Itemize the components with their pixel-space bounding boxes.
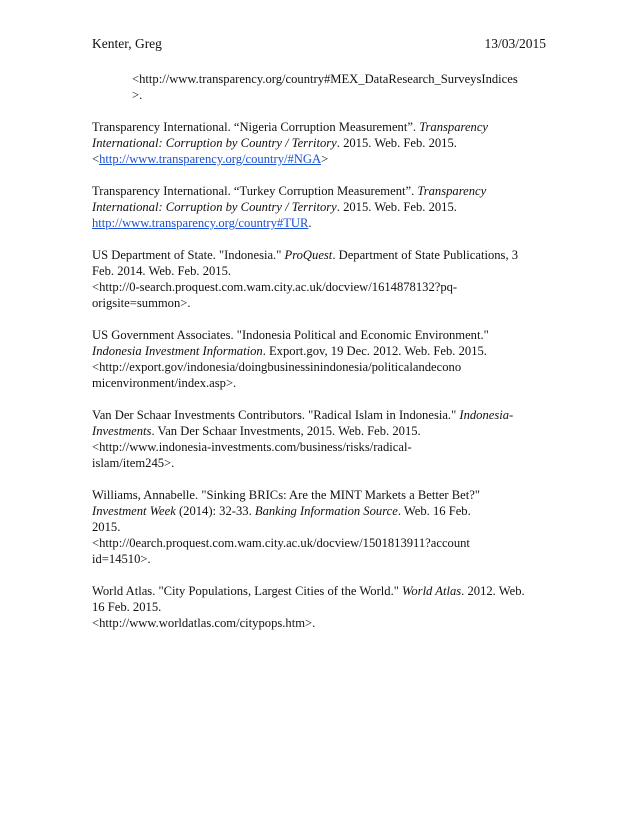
page-header: [92, 36, 546, 54]
citation-line: micenvironment/index.asp>.: [92, 376, 237, 390]
citation-link[interactable]: http://www.transparency.org/country#TUR: [92, 216, 309, 230]
citation-entry: [92, 407, 548, 471]
citation-entry: [92, 583, 548, 631]
citation-line: US Government Associates. "Indonesia Political and Economic Environment.": [92, 328, 489, 342]
citation-text: . Web. 16 Feb.: [397, 504, 471, 518]
citation-text: Transparency International. “Nigeria Corruption Measurement”.: [92, 120, 420, 134]
citation-text: Van Der Schaar Investments Contributors. "Radical Islam in Indonesia.": [92, 408, 460, 422]
citation-title: Indonesia-: [459, 408, 514, 422]
citation-line: <http://0earch.proquest.com.wam.city.ac.uk/docview/1501813911?account: [92, 536, 470, 550]
citation-continuation: [92, 71, 548, 103]
citation-text: (2014): 32-33.: [175, 504, 255, 518]
citation-title: Banking Information Source: [254, 504, 398, 518]
citation-title: International: Corruption by Country / Territory: [92, 200, 337, 214]
citation-title: Transparency: [419, 120, 489, 134]
citation-entry: [92, 183, 548, 231]
header-author: Kenter, Greg: [92, 36, 162, 51]
header-date: 13/03/2015: [484, 36, 546, 51]
citation-line: <http://export.gov/indonesia/doingbusinessinindonesia/politicalandecono: [92, 360, 462, 374]
citation-title: ProQuest: [284, 248, 333, 262]
citation-title: Transparency: [417, 184, 487, 198]
citation-entry: [92, 119, 548, 167]
citation-text: >: [321, 152, 329, 166]
citation-entry: [92, 327, 548, 391]
citation-title: Indonesia Investment Information: [92, 344, 263, 358]
citation-line: islam/item245>.: [92, 456, 175, 470]
citation-title: World Atlas: [402, 584, 462, 598]
citation-text: . Export.gov, 19 Dec. 2012. Web. Feb. 2015.: [262, 344, 487, 358]
citation-entry: [92, 487, 548, 567]
citation-text: . Van Der Schaar Investments, 2015. Web. Feb. 2015.: [151, 424, 421, 438]
citation-title: International: Corruption by Country / Territory: [92, 136, 337, 150]
citation-text: . 2015. Web. Feb. 2015.: [336, 200, 457, 214]
citation-text: .: [308, 216, 312, 230]
citation-text: . Department of State Publications, 3: [332, 248, 519, 262]
citation-text: . 2012. Web.: [461, 584, 525, 598]
citation-text: US Department of State. "Indonesia.": [92, 248, 285, 262]
citation-line: Feb. 2014. Web. Feb. 2015.: [92, 264, 232, 278]
citation-line: origsite=summon>.: [92, 296, 191, 310]
citation-line: 2015.: [92, 520, 121, 534]
citation-line: Williams, Annabelle. "Sinking BRICs: Are the MINT Markets a Better Bet?": [92, 488, 480, 502]
citation-line: <http://www.worldatlas.com/citypops.htm>.: [92, 616, 316, 630]
citation-line: id=14510>.: [92, 552, 151, 566]
citation-title: Investments: [92, 424, 152, 438]
citation-text: World Atlas. "City Populations, Largest Cities of the World.": [92, 584, 403, 598]
citation-text: . 2015. Web. Feb. 2015.: [336, 136, 457, 150]
citation-title: Investment Week: [92, 504, 176, 518]
citation-line: <http://www.indonesia-investments.com/business/risks/radical-: [92, 440, 412, 454]
works-cited-list: [92, 71, 548, 647]
citation-entry: [92, 247, 548, 311]
citation-line: >.: [132, 88, 143, 102]
citation-text: <: [92, 152, 100, 166]
citation-text: Transparency International. “Turkey Corruption Measurement”.: [92, 184, 418, 198]
citation-line: <http://0-search.proquest.com.wam.city.ac.uk/docview/1614878132?pq-: [92, 280, 458, 294]
citation-line: <http://www.transparency.org/country#MEX_DataResearch_SurveysIndices: [132, 72, 518, 86]
citation-link[interactable]: http://www.transparency.org/country/#NGA: [99, 152, 322, 166]
citation-line: 16 Feb. 2015.: [92, 600, 162, 614]
